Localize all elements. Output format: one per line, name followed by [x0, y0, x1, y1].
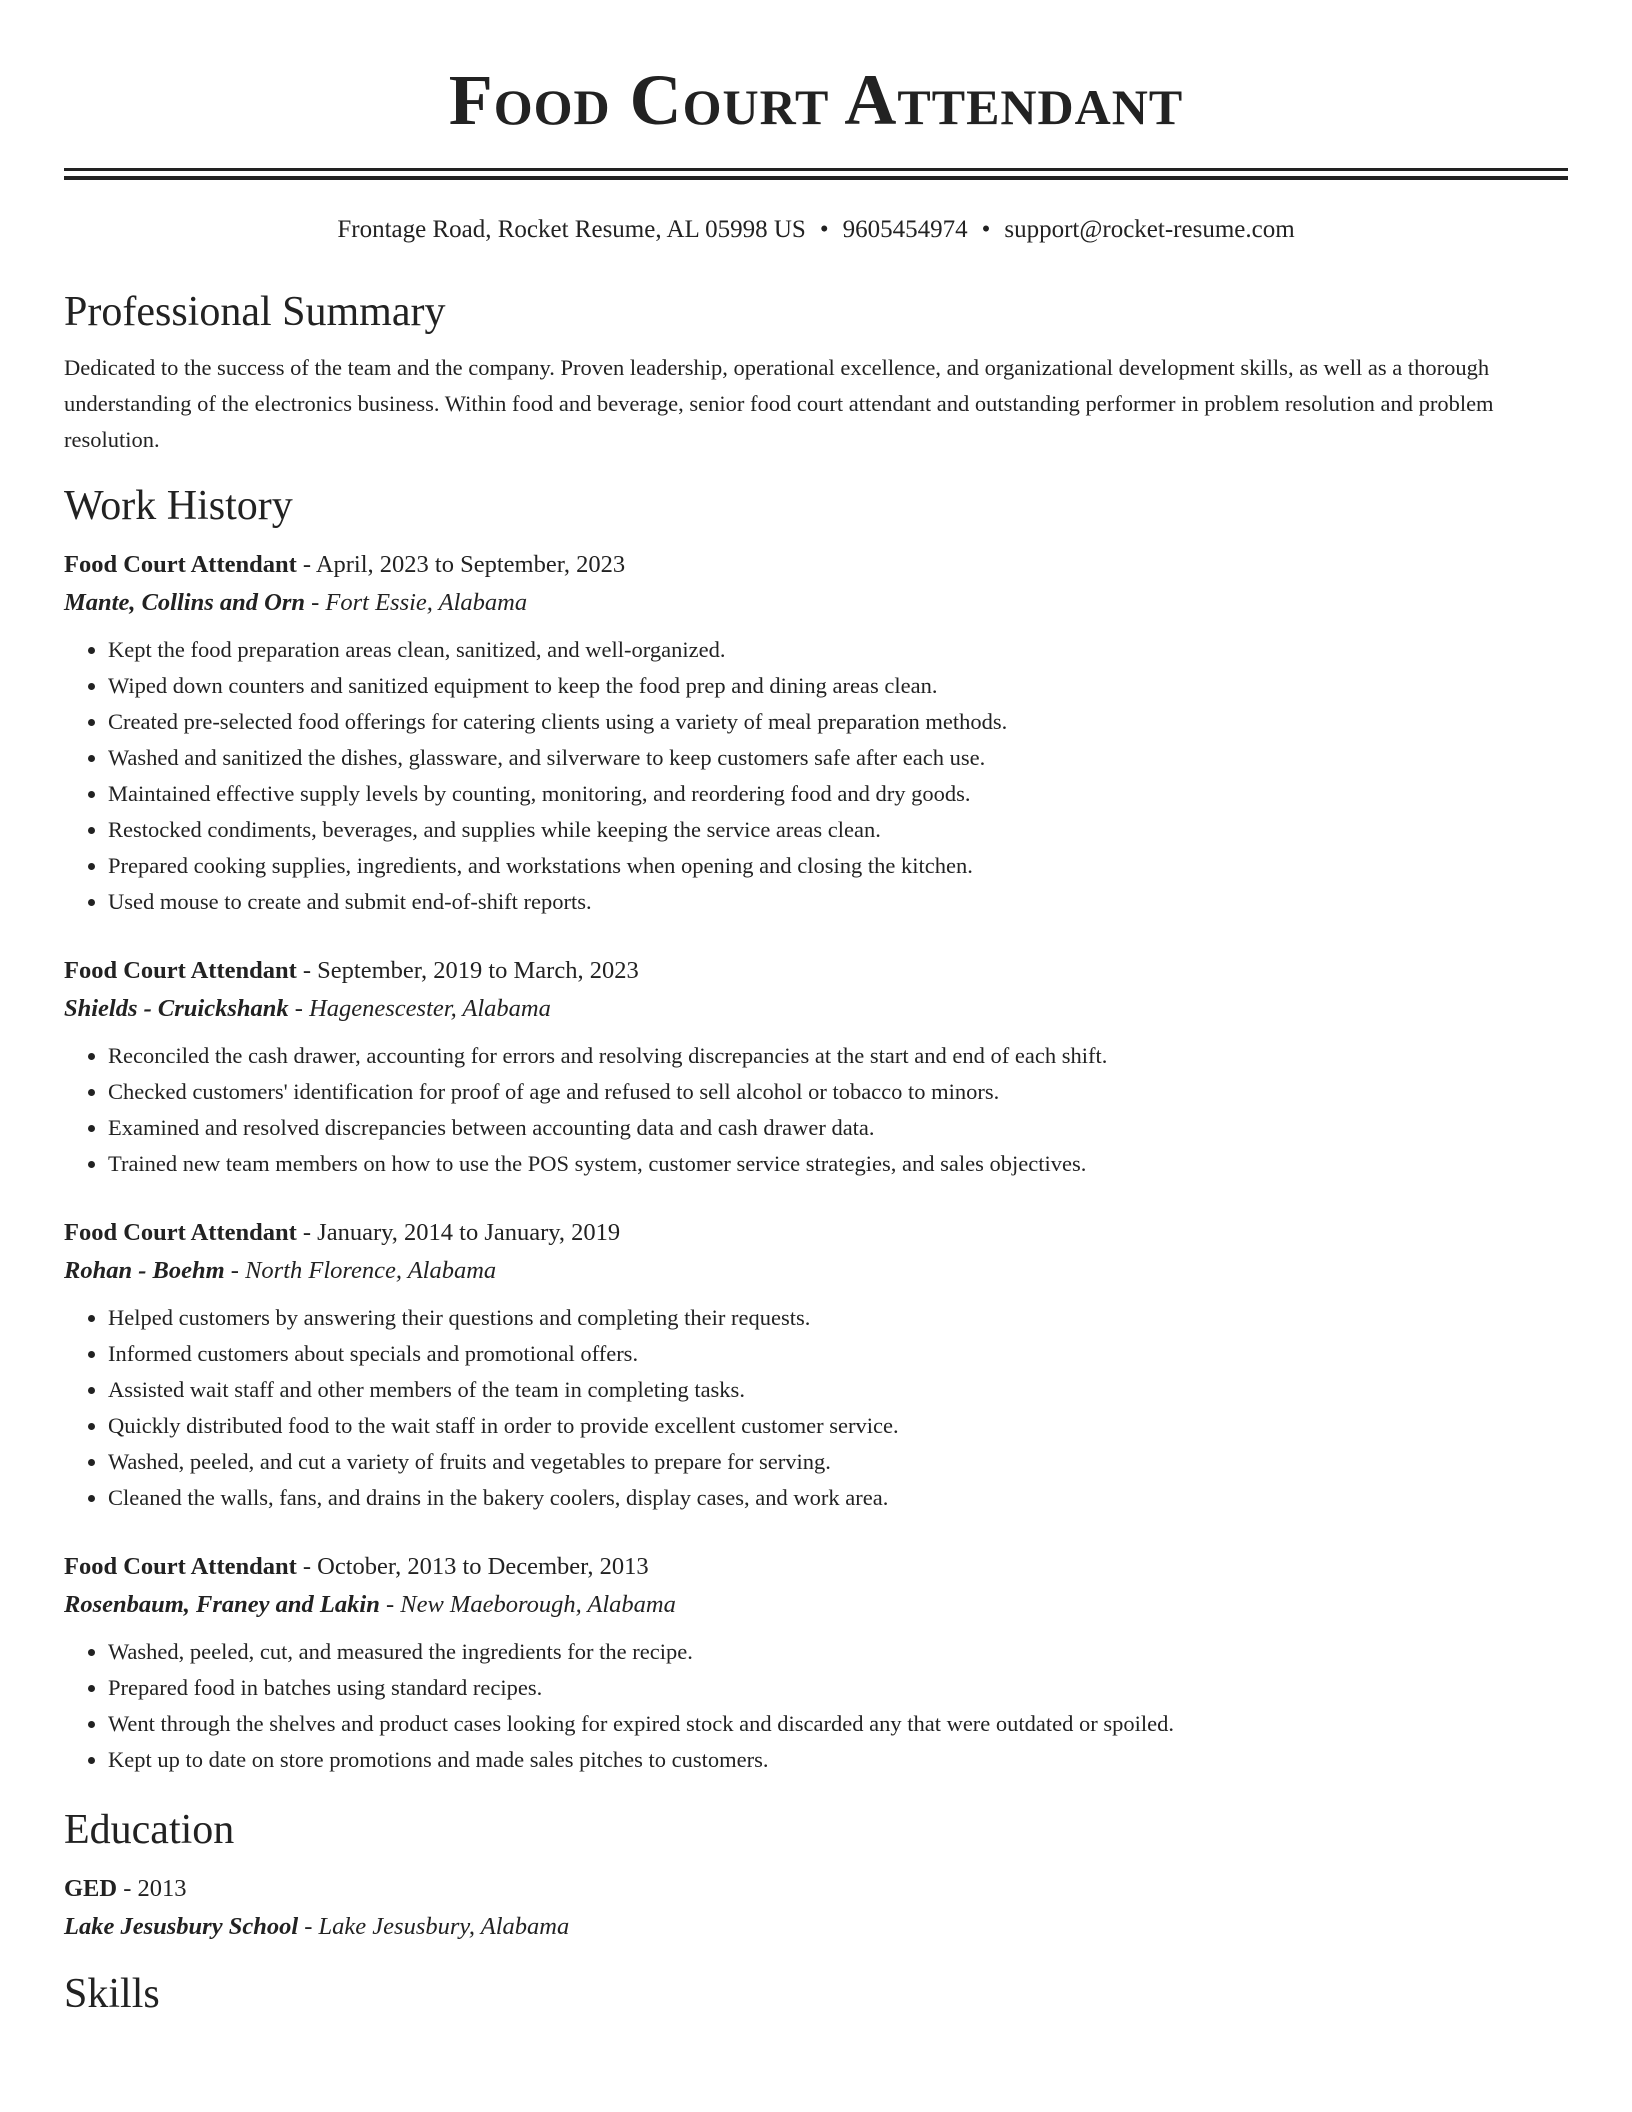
- job-bullet: • Washed, peeled, cut, and measured the ingredients for the recipe.: [108, 1634, 1568, 1670]
- job-dates: - October, 2013 to December, 2013: [296, 1553, 649, 1580]
- job-bullets: [64, 1038, 1568, 1182]
- job-title-line: [64, 1214, 1568, 1252]
- job-bullet: • Created pre-selected food offerings for catering clients using a variety of meal preparation methods.: [108, 704, 1568, 740]
- job-dates: - April, 2023 to September, 2023: [296, 551, 626, 578]
- job-entry: [64, 952, 1568, 1182]
- job-bullet: • Trained new team members on how to use the POS system, customer service strategies, and sales objectives.: [108, 1146, 1568, 1182]
- job-bullet: • Washed and sanitized the dishes, glassware, and silverware to keep customers safe after each use.: [108, 740, 1568, 776]
- company-line: [64, 1586, 1568, 1624]
- company-name: Shields - Cruickshank: [64, 995, 289, 1022]
- company-name: Rohan - Boehm: [64, 1257, 225, 1284]
- company-location: - North Florence, Alabama: [224, 1257, 497, 1284]
- contact-line: [64, 214, 1568, 246]
- degree-line: [64, 1870, 1568, 1908]
- company-line: [64, 990, 1568, 1028]
- job-bullet: • Checked customers' identification for proof of age and refused to sell alcohol or tobacco to minors.: [108, 1074, 1568, 1110]
- education-entry: [64, 1870, 1568, 1946]
- skills-heading: Skills: [64, 1971, 160, 2017]
- work-history-heading: Work History: [64, 483, 293, 529]
- job-bullet: • Went through the shelves and product cases looking for expired stock and discarded any that were outdated or spoiled.: [108, 1706, 1568, 1742]
- job-bullet: • Washed, peeled, and cut a variety of fruits and vegetables to prepare for serving.: [108, 1444, 1568, 1480]
- company-location: - New Maeborough, Alabama: [379, 1591, 676, 1618]
- job-bullet: • Restocked condiments, beverages, and supplies while keeping the service areas clean.: [108, 812, 1568, 848]
- job-bullet: • Prepared cooking supplies, ingredients, and workstations when opening and closing the kitchen.: [108, 848, 1568, 884]
- job-bullet: • Kept the food preparation areas clean, sanitized, and well-organized.: [108, 632, 1568, 668]
- education-heading: Education: [64, 1807, 235, 1853]
- job-title-line: [64, 1548, 1568, 1586]
- job-title-line: [64, 546, 1568, 584]
- school-name: Lake Jesusbury School: [64, 1913, 299, 1940]
- job-title: Food Court Attendant: [64, 1553, 297, 1580]
- job-entry: [64, 546, 1568, 920]
- job-entry: [64, 1214, 1568, 1516]
- degree-name: GED: [64, 1875, 118, 1902]
- company-location: - Hagenescester, Alabama: [288, 995, 551, 1022]
- contact-phone: 9605454974: [842, 216, 968, 243]
- job-title: Food Court Attendant: [64, 551, 297, 578]
- company-line: [64, 1252, 1568, 1290]
- contact-email: support@rocket-resume.com: [1004, 216, 1295, 243]
- job-bullets: [64, 632, 1568, 920]
- job-bullet: • Reconciled the cash drawer, accounting for errors and resolving discrepancies at the start and end of each shift.: [108, 1038, 1568, 1074]
- job-bullet: • Wiped down counters and sanitized equipment to keep the food prep and dining areas clean.: [108, 668, 1568, 704]
- job-title: Food Court Attendant: [64, 957, 297, 984]
- contact-separator: •: [819, 216, 829, 243]
- summary-text: Dedicated to the success of the team and the company. Proven leadership, operational excellence, and organizational development skills, as well as a thorough understanding of the electronics business. Within food and beverage, senior food court attendant and outstanding performer in problem resolution and problem resolution.: [64, 355, 1494, 452]
- contact-address: Frontage Road, Rocket Resume, AL 05998 US: [337, 216, 806, 243]
- job-title-line: [64, 952, 1568, 990]
- job-dates: - January, 2014 to January, 2019: [296, 1219, 621, 1246]
- school-location: - Lake Jesusbury, Alabama: [298, 1913, 570, 1940]
- job-bullet: • Informed customers about specials and promotional offers.: [108, 1336, 1568, 1372]
- job-bullet: • Helped customers by answering their questions and completing their requests.: [108, 1300, 1568, 1336]
- job-bullet: • Cleaned the walls, fans, and drains in the bakery coolers, display cases, and work area.: [108, 1480, 1568, 1516]
- resume-name: Food Court Attendant: [448, 60, 1184, 140]
- job-bullets: [64, 1300, 1568, 1516]
- header-divider: [64, 168, 1568, 180]
- company-location: - Fort Essie, Alabama: [305, 589, 528, 616]
- company-line: [64, 584, 1568, 622]
- job-dates: - September, 2019 to March, 2023: [296, 957, 639, 984]
- job-bullet: • Maintained effective supply levels by counting, monitoring, and reordering food and dry goods.: [108, 776, 1568, 812]
- job-entry: [64, 1548, 1568, 1778]
- job-title: Food Court Attendant: [64, 1219, 297, 1246]
- job-bullet: • Used mouse to create and submit end-of-shift reports.: [108, 884, 1568, 920]
- job-bullet: • Examined and resolved discrepancies between accounting data and cash drawer data.: [108, 1110, 1568, 1146]
- job-bullet: • Assisted wait staff and other members of the team in completing tasks.: [108, 1372, 1568, 1408]
- company-name: Mante, Collins and Orn: [64, 589, 305, 616]
- company-name: Rosenbaum, Franey and Lakin: [64, 1591, 380, 1618]
- job-bullets: [64, 1634, 1568, 1778]
- job-bullet: • Kept up to date on store promotions and made sales pitches to customers.: [108, 1742, 1568, 1778]
- degree-year: - 2013: [117, 1875, 187, 1902]
- job-bullet: • Prepared food in batches using standard recipes.: [108, 1670, 1568, 1706]
- job-bullet: • Quickly distributed food to the wait staff in order to provide excellent customer service.: [108, 1408, 1568, 1444]
- contact-separator: •: [981, 216, 991, 243]
- school-line: [64, 1908, 1568, 1946]
- summary-heading: Professional Summary: [64, 289, 446, 335]
